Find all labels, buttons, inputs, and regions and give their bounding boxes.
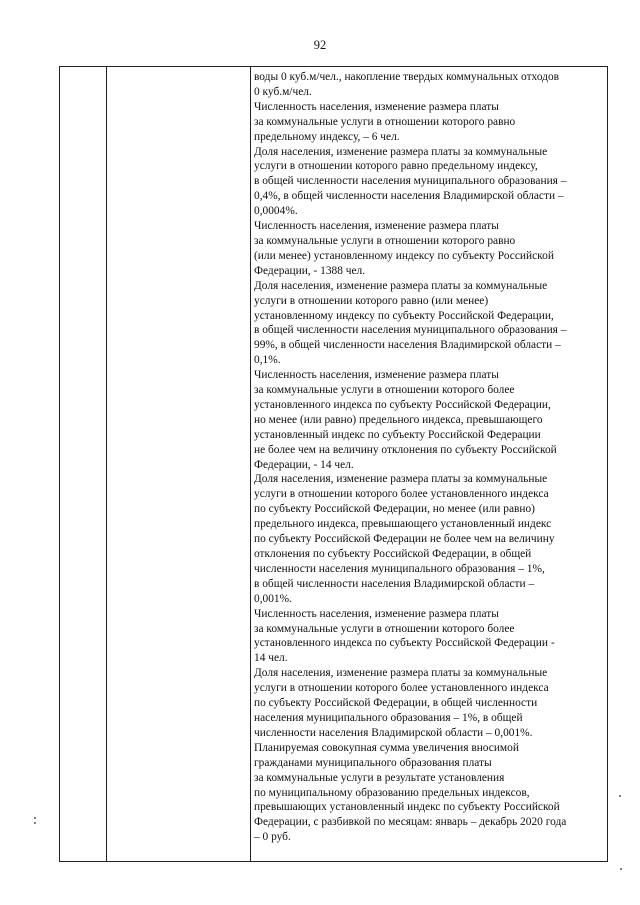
paragraph-planned-sum: Планируемая совокупная сумма увеличения вносимой гражданами муниципального образования платы за коммунальные услуги в результате установления по муниципальному образованию предельных индексов, превышающих установленный индекс по субъекту Российской Федерации, с разбивкой по месяцам: январь – декабрь 2020 года – 0 руб. <box>254 741 567 844</box>
paragraph-population-between: Численность населения, изменение размера платы за коммунальные услуги в отношении которого более установленного индекса по субъекту Российской Федерации, но менее (или равно) предельного индекса, превышающего установленный индекс по субъекту Российской Федерации не более чем на величину отклонения по субъекту Российской Федерации, - 14 чел. <box>254 369 557 471</box>
paragraph-share-above: Доля населения, изменение размера платы за коммунальные услуги в отношении которого более установленного индекса по субъекту Российской Федерации, в общей численности населения муниципального образования – 1%, в общей численности населения Владимирской области – 0,001%. <box>254 667 549 739</box>
column-divider-1 <box>106 67 107 861</box>
paragraph-water-waste: воды 0 куб.м/чел., накопление твердых коммунальных отходов 0 куб.м/чел. <box>254 71 560 98</box>
paragraph-share-between: Доля населения, изменение размера платы за коммунальные услуги в отношении которого более установленного индекса по субъекту Российской Федерации, но менее (или равно) предельного индекса, превышающего установленный индекс по субъекту Российской Федерации не более чем на величину отклонения по субъекту Российской Федерации, в общей численности населения муниципального образования – 1%, в общей численности населения Владимирской области – 0,001%. <box>254 473 555 605</box>
paragraph-population-le-established: Численность населения, изменение размера платы за коммунальные услуги в отношении которого равно (или менее) установленному индексу по субъекту Российской Федерации, - 1388 чел. <box>254 220 554 277</box>
scan-speck <box>620 868 622 870</box>
paragraph-population-equal-limit: Численность населения, изменение размера платы за коммунальные услуги в отношении которого равно предельному индексу, – 6 чел. <box>254 100 516 143</box>
paragraph-population-above: Численность населения, изменение размера платы за коммунальные услуги в отношении которого более установленного индекса по субъекту Российской Федерации - 14 чел. <box>254 607 555 665</box>
text-cell <box>254 70 606 845</box>
paragraph-share-equal-limit: Доля населения, изменение размера платы за коммунальные услуги в отношении которого равно предельному индексу, в общей численности населения муниципального образования – 0,4%, в общей численности населения Владимирской области – 0,0004%. <box>254 145 567 218</box>
column-divider-2 <box>250 67 251 861</box>
scan-speck <box>619 795 621 797</box>
document-table <box>59 66 608 862</box>
scan-speck <box>34 817 36 819</box>
page-number: 92 <box>313 38 327 52</box>
scan-speck <box>34 822 36 824</box>
paragraph-share-le-established: Доля населения, изменение размера платы за коммунальные услуги в отношении которого равно (или менее) установленному индексу по субъекту Российской Федерации, в общей численности населения муниципального образования – 99%, в общей численности населения Владимирской области – 0,1%. <box>254 279 567 367</box>
